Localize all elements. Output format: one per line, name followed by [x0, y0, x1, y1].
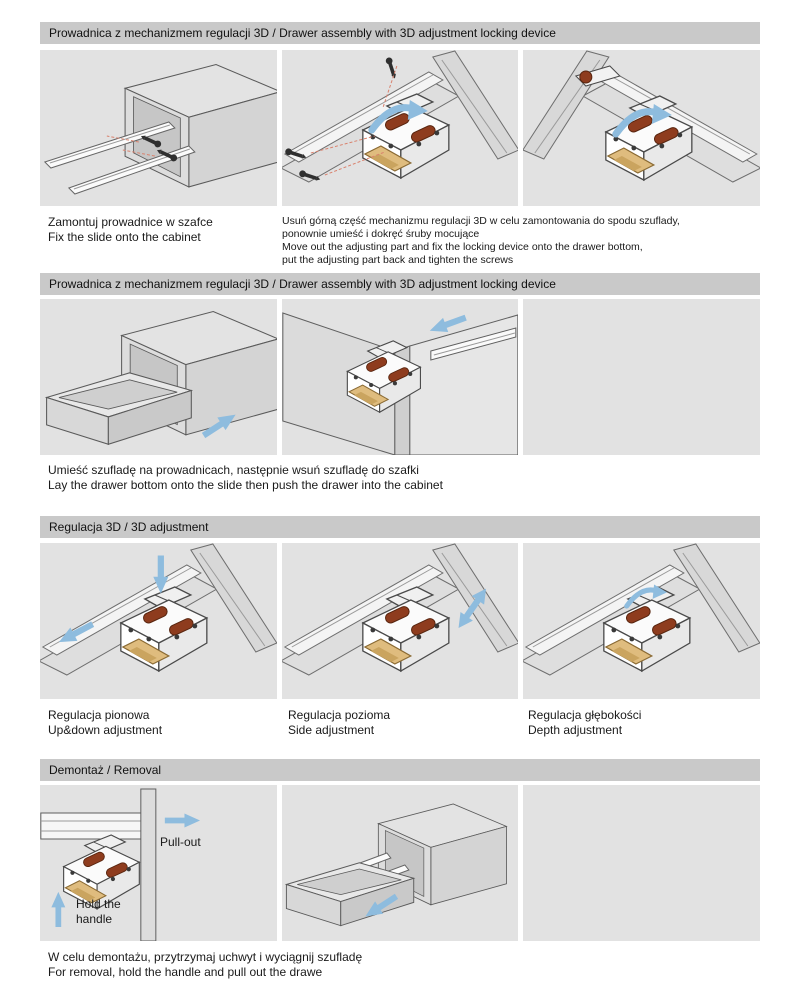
panel-side-adjustment — [282, 543, 519, 699]
caption-line-pl: Umieść szufladę na prowadnicach, następnie wsuń szufladę do szafki — [48, 463, 419, 477]
section-header-assembly-2: Prowadnica z mechanizmem regulacji 3D / Drawer assembly with 3D adjustment locking device — [40, 273, 760, 295]
caption-side — [280, 708, 515, 738]
panel-insert-drawer — [40, 299, 277, 455]
panel-row-assembly-2 — [40, 299, 760, 455]
panel-empty — [523, 299, 760, 455]
caption-mount-device — [280, 215, 755, 267]
blue-arrow-icon — [165, 814, 200, 828]
caption-line-en: Move out the adjusting part and fix the locking device onto the drawer bottom, — [282, 241, 643, 253]
drawer-side-rail — [41, 813, 145, 839]
panel-fix-slide-cabinet — [40, 50, 277, 206]
cabinet-slides-illustration — [40, 50, 277, 206]
hold-handle-line: handle — [76, 912, 113, 926]
drawer-front-post — [141, 789, 156, 941]
side-adjustment-illustration — [282, 543, 519, 699]
caption-line-en: Lay the drawer bottom onto the slide then push the drawer into the cabinet — [48, 478, 443, 492]
caption-updown — [40, 708, 275, 738]
caption-line-en: Side adjustment — [288, 723, 375, 737]
section-header-removal: Demontaż / Removal — [40, 759, 760, 781]
caption-line-pl: W celu demontażu, przytrzymaj uchwyt i wyciągnij szufladę — [48, 950, 363, 964]
panel-row-adjustment — [40, 543, 760, 699]
caption-line-en: Up&down adjustment — [48, 723, 163, 737]
drawer-corner-detail-illustration — [282, 299, 519, 455]
panel-hold-handle — [40, 785, 277, 941]
depth-adjustment-illustration — [523, 543, 760, 699]
caption-line-pl: Regulacja pionowa — [48, 708, 150, 722]
panel-drawer-corner-detail — [282, 299, 519, 455]
adjusting-part-icon — [580, 71, 592, 83]
section-header-assembly-1: Prowadnica z mechanizmem regulacji 3D / Drawer assembly with 3D adjustment locking device — [40, 22, 760, 44]
captions-assembly-1 — [40, 215, 760, 267]
panel-row-removal — [40, 785, 760, 941]
panel-updown-adjustment — [40, 543, 277, 699]
panel-row-assembly-1 — [40, 50, 760, 206]
caption-line-en: Depth adjustment — [528, 723, 623, 737]
caption-line-pl: Usuń górną część mechanizmu regulacji 3D w celu zamontowania do spodu szuflady, — [282, 215, 680, 227]
updown-adjustment-illustration — [40, 543, 277, 699]
caption-line-en: Fix the slide onto the cabinet — [48, 230, 201, 244]
panel-depth-adjustment — [523, 543, 760, 699]
caption-depth — [520, 708, 755, 738]
hold-handle-label — [76, 897, 121, 927]
section-header-adjustment: Regulacja 3D / 3D adjustment — [40, 516, 760, 538]
blue-arrow-icon — [51, 892, 65, 927]
caption-line-en: For removal, hold the handle and pull out the drawe — [48, 965, 323, 979]
panel-tighten-screws — [523, 50, 760, 206]
panel-mount-locking-device — [282, 50, 519, 206]
hold-handle-line: Hold the — [76, 897, 121, 911]
caption-line-en: put the adjusting part back and tighten the screws — [282, 254, 514, 266]
caption-fix-slide — [40, 215, 275, 267]
locking-device-close-illustration — [523, 50, 760, 206]
pull-out-label: Pull-out — [160, 835, 201, 849]
caption-assembly-2 — [40, 463, 760, 493]
locking-device-mount-illustration — [282, 50, 519, 206]
panel-empty — [523, 785, 760, 941]
caption-removal — [40, 950, 760, 980]
caption-line-pl: ponownie umieść i dokręć śruby mocujące — [282, 228, 480, 240]
caption-line-pl: Regulacja pozioma — [288, 708, 391, 722]
captions-adjustment — [40, 708, 760, 738]
caption-line-pl: Regulacja głębokości — [528, 708, 642, 722]
pull-out-drawer-illustration — [282, 785, 519, 941]
panel-pull-out-drawer — [282, 785, 519, 941]
drawer-into-cabinet-illustration — [40, 299, 277, 455]
caption-line-pl: Zamontuj prowadnice w szafce — [48, 215, 213, 229]
